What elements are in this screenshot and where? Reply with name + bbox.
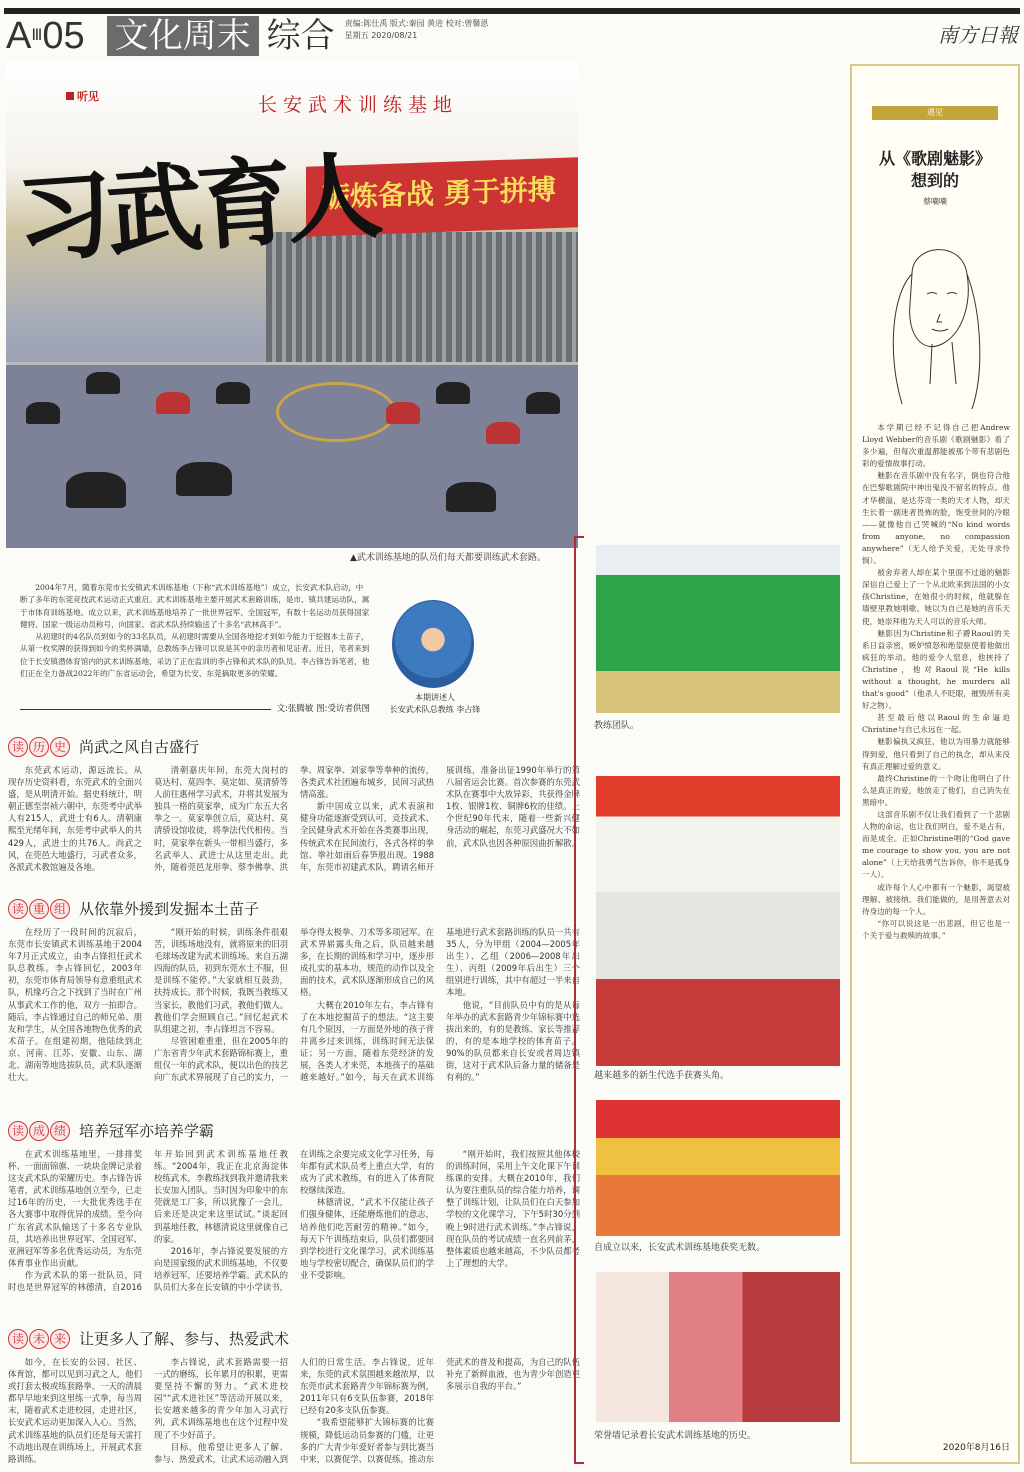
byline: 文:张腾敏 图:受访者供图	[271, 702, 370, 714]
section-title: 从依靠外援到发掘本土苗子	[79, 900, 260, 918]
athlete	[436, 382, 470, 404]
paragraph: 魅影在音乐剧中没有名字，倒也符合他在巴黎歌剧院中神出鬼没不留名的特点。他才华横溢，是达芬奇一类的天才人物，却天生长着一副迷者畏怖的脸，饱受世间的冷眼——就像他自己哭喊的“No kind words from anyone, no compassion anywhere”（无人给予关爱，无处寻求怜悯）。	[862, 471, 1010, 566]
paragraph: 尽管困难重重，但在2005年的广东省青少年武术套路锦标赛上，重组仅一年的武术队，便以出色的技艺向广东武术界展现了自己的实力，一举夺得太极拳、刀术等多项冠军。在武术界崭露头角之后，队员越来越多，在长期的训练和学习中，逐步形成扎实的基本功，规范的动作以及全面的技术，武术队逐渐形成自己的风格。	[154, 927, 434, 1083]
section-body	[8, 926, 580, 1108]
calligraphy-title: 习武育人	[12, 138, 380, 277]
paragraph: 在经历了一段时间的沉寂后，东莞市长安镇武术训练基地于2004年7月正式成立，由李占锋担任武术队总教练。李占锋回忆，2003年初，东莞市体育局领导有意重组武术队，机缘巧合之下找到了当时在广州从事武术工作的他，双方一拍即合。随后，李占锋通过自己的师兄弟、朋友和学生，从全国各地物色优秀的武术苗子。在组建初期，他陆续到北京、河南、江苏、安徽、山东、湖北、湖南等地选拔队员，武术队逐渐壮大。	[8, 927, 142, 1083]
narrator-caption	[375, 692, 495, 716]
paragraph: 新中国成立以来，武术表演和健身功能逐渐受到认可，竞技武术、全民健身武术开始在各类赛事出现，传统武术在民间流行，各式各样的拳馆、拳社如雨后春笋般出现。1988年，东莞市初建武术队，聘请名师开展训练，准备出征1990年举行的第八届省运会比赛。首次参赛的东莞武术队在赛事中大放异彩，共获得金牌1枚、银牌1枚、铜牌6枚的佳绩。上个世纪90年代末，随着一些新兴健身活动的崛起，东莞习武盛况大不如前，武术队也因各种原因曲折解散。	[300, 765, 580, 872]
sidebar-author: 蔡嘀嘀	[923, 197, 947, 206]
paragraph: 在武术训练基地里，一排排奖杯、一面面锦旗、一块块金牌记录着这支武术队的荣耀历史。李占锋告诉笔者，武术训练基地创立至今，已走过16年的历史，一大批优秀选手在各大赛事中取得优异的成绩。至今向广东省武术队输送了十多名专业队员，其培养出世界冠军、全国冠军、亚洲冠军等多名优秀运动员，为东莞体育事业作出贡献。	[8, 1149, 142, 1268]
photo-caption: 荣誉墙记录着长安武术训练基地的历史。	[594, 1431, 757, 1441]
heading-badge: 重	[29, 899, 49, 919]
heading-badge: 读	[8, 1329, 28, 1349]
column-name: 文化周末	[107, 16, 259, 56]
hall-banner: 砺炼备战 勇于拼搏	[306, 157, 578, 236]
photo-awards-team	[596, 1100, 840, 1236]
essay-date: 2020年8月16日	[942, 1443, 1010, 1453]
paragraph: 作为武术队的第一批队员，同时也是世界冠军的林德清，自2016年开始回到武术训练基地任教练。“2004年，我正在北京海淀体校练武术，李教练找到我并邀请我来长安加入团队。当时因为印象中的东莞就是工厂多，所以犹豫了一会儿，后来还是决定来这里试试。”谈起回到基地任教，林德清说这里就像自己的家。	[8, 1149, 288, 1293]
paragraph: 或许每个人心中都有一个魅影，渴望被理解、被接纳。我们能做的，是用善意去对待身边的每一个人。	[862, 882, 1010, 916]
heading-badge: 绩	[50, 1121, 70, 1141]
page-num: 05	[42, 15, 85, 57]
photo-caption: 教练团队。	[594, 721, 640, 731]
paragraph: 甚至最后他以Raoul的生命逼迫Christine与自己永远在一起。	[862, 713, 1010, 735]
paragraph: “刚开始的时候，训练条件很艰苦，训练场地没有，就将原来的旧羽毛球场改建为武术训练场。来自五湖四海的队员，初到东莞水土不服，但是训练不能停。”大家就相互鼓劲，扶持成长。那个时候，我既当教练又当家长，教他们习武，教他们做人。教他们学会照顾自己。”回忆起武术队组建之初，李占锋坦言不容易。	[154, 927, 288, 1034]
section-tag: 听见	[66, 88, 99, 104]
section-body	[8, 764, 580, 886]
paragraph: “刚开始时，我们按照其他体校的训练时间，采用上午文化课下午训练课的安排。大概在2010年，我们认为要注重队员的综合能力培养，调整了训练计划，让队员们在白天参加学校的文化课学习，下午5时30分到晚上9时进行武术训练。”李占锋说，现在队员的考试成绩一直名列前茅，整体素质也越来越高，不少队员都考上了理想的大学。	[446, 1149, 580, 1268]
heading-badge: 未	[29, 1329, 49, 1349]
section-heading	[8, 898, 259, 919]
heading-badge: 来	[50, 1329, 70, 1349]
athlete	[66, 472, 126, 508]
sidebar-text	[862, 422, 1010, 1432]
narrator-label: 本期讲述人	[415, 693, 455, 702]
section-title: 培养冠军亦培养学霸	[79, 1122, 215, 1140]
athlete	[216, 382, 250, 404]
section-title: 尚武之风自古盛行	[79, 738, 200, 756]
date: 星期五 2020/08/21	[344, 31, 418, 40]
intro-text	[20, 582, 370, 680]
paragraph: 2016年，李占锋说要发展的方向是国家级的武术训练基地，不仅要培养冠军，还要培养学霸。武术队的队员们大多在长安镇的中小学读书，在训练之余要完成文化学习任务，每年都有武术队员考上重点大学，有的成为了武术教练，有的进入了体育院校继续深造。	[154, 1149, 434, 1293]
page-letter: A	[6, 15, 32, 57]
athlete	[446, 482, 496, 512]
athlete	[86, 372, 120, 394]
paragraph: 从初建时的4名队员到如今的33名队员，从初建时需要从全国各地挖才到如今能力于挖掘本土苗子，从第一枚奖牌的获得到如今的奖杯满墙，总教练李占锋可以说是其中的亲历者和见证者。近日，笔者来到位于长安镇潜体育馆内的武术训练基地，采访了正在监训的李占锋和武术队的队员。李占锋告诉笔者，他们正在全力备战2022年的广东省运动会，希望为长安、东莞摘取更多的荣耀。	[20, 632, 370, 679]
sidebar-tag: 遇见	[872, 106, 998, 120]
paragraph: 本学期已经不记得自己把Andrew Lloyd Webber的音乐剧《歌剧魅影》看了多少遍，但每次重温都能被那个带有悲剧色彩的爱情故事打动。	[862, 423, 1010, 469]
heading-badge: 读	[8, 899, 28, 919]
subcolumn-name: 综合	[266, 16, 335, 56]
photo-caption: 自成立以来，长安武术训练基地获奖无数。	[594, 1243, 766, 1253]
byline-rule	[20, 700, 370, 714]
sidebar-title	[852, 148, 1018, 192]
heading-badge: 读	[8, 737, 28, 757]
paragraph: 大概在2010年左右，李占锋有了在本地挖掘苗子的想法。“这主要有几个原因，一方面是外地的孩子背井离乡过来训练，训练时间无法保证；另一方面，随着东莞经济的发展，各类人才来莞，本地孩子的基础越来越好。”如今，每天在武术训练基地进行武术套路训练的队员一共有35人，分为甲组（2004—2005年出生）、乙组（2006—2008年出生）、丙组（2009年后出生）三个组别进行训练，其中有超过一半来自本地。	[300, 927, 580, 1083]
section-body	[8, 1148, 580, 1318]
athlete	[156, 392, 190, 414]
heading-badge: 历	[29, 737, 49, 757]
paragraph: 最终Christine的一个吻让他明白了什么是真正的爱，他放走了他们，自己消失在黑暗中。	[862, 773, 1010, 807]
heading-badge: 组	[50, 899, 70, 919]
page-number	[6, 16, 85, 56]
editor-meta	[345, 18, 489, 42]
narrator-name: 长安武术队总教练 李占锋	[389, 705, 481, 714]
paragraph: 这部音乐剧不仅让我们看到了一个悲剧人物的命运，也让我们明白，爱不是占有，而是成全。正如Christine唱的“God gave me courage to show you, you are not alone”（上天给我勇气告诉你，你不是孤身一人）。	[862, 810, 1010, 880]
paragraph: 魅影因为Christine和子爵Raoul的关系日益亲密，嫉妒愤怒和绝望驱使着他做出疯狂的举动。他的爱令人窒息，他挟持了Christine，他对Raoul说“He kills without a thought, he murders all that's good”（他杀人不眨眼，摧毁所有美好之物）。	[862, 628, 1010, 711]
section-heading	[8, 1120, 214, 1141]
section-heading	[8, 736, 199, 757]
paragraph: 被舍弃者人却在某个里面不过道的魅影深信自己爱上了一个从北欧来到法国的小女孩Christine，在她很小的时候，他就躲在墙壁里教她唱歌。她以为自己是她的音乐天使，她崇拜他为天人可以的音乐大师。	[862, 568, 1010, 626]
section-heading	[8, 1328, 289, 1349]
photo-column-bracket	[574, 536, 584, 1464]
paragraph: 2004年7月，随着东莞市长安镇武术训练基地（下称“武术训练基地”）成立，长安武术队启动，中断了多年的东莞竞技武术运动正式重启。武术训练基地主要开展武术套路训练，是市、镇共建运动队，属于市体育训练基地。成立以来，武术训练基地培养了一批世界冠军、全国冠军，有数十名运动员获得国家健将、国家一级运动员称号，向国家、省武术队持续输送了十多名“武林高手”。	[20, 583, 370, 629]
editors: 责编:陈仕禹 版式:秦园 黄进 校对:曾馨恩	[344, 19, 489, 28]
photo-honor-wall	[596, 1272, 840, 1422]
athlete	[486, 422, 520, 444]
athlete	[176, 462, 232, 496]
paragraph: 李占锋说，武术套路需要一招一式的磨练，长年累月的积累，更需要坚持不懈的努力。“武术进校园”“武术进社区”等活动开展以来，长安越来越多的青少年加入习武行列，武术训练基地也在这个过程中发现了不少好苗子。	[154, 1357, 288, 1440]
narrator-portrait	[392, 600, 474, 688]
page-header	[6, 14, 1018, 56]
page-section: Ⅲ	[31, 27, 43, 44]
title-line: 想到的	[910, 171, 959, 190]
photo-coach-team	[596, 545, 840, 713]
hero-caption: ▲武术训练基地的队员们每天都要训练武术套路。	[350, 553, 546, 563]
heading-badge: 史	[50, 737, 70, 757]
athlete	[26, 402, 60, 424]
paragraph: “你可以说这是一出悲剧，但它也是一个关于爱与救赎的故事。”	[862, 918, 1010, 940]
title-line: 从《歌剧魅影》	[878, 149, 991, 168]
section-title: 让更多人了解、参与、热爱武术	[79, 1330, 290, 1348]
heading-badge: 成	[29, 1121, 49, 1141]
newspaper-logo: 南方日報	[938, 23, 1018, 47]
paragraph: 清朝嘉庆年间，东莞大岗村的莫达村、莫四李、莫定如、莫清骄等人前往惠州学习武术，并将其发展为独具一格的莫家拳，成为广东五大名拳之一。莫家拳创立后，莫达村、莫清骄设馆收徒，将拳法代代相传。当时，莫家拳在新头一带相当盛行，多名武举人、武进士从这里走出。此外，随着莞邑龙形拳、蔡李佛拳、洪拳、周家拳、刘家拳等拳种的流传，各类武术社团遍布城乡，民间习武热情高涨。	[154, 765, 434, 872]
section-body	[8, 1356, 580, 1468]
floor-logo	[276, 382, 396, 442]
paragraph: “我希望能够扩大锦标赛的比赛规模，降低运动员参赛的门槛，让更多的广大青少年爱好者参与到比赛当中来，以赛促学、以赛促练，推动东莞武术的普及和提高，为自己的队伍补充了新鲜血液，也为青少年创造更多展示自我的平台。”	[300, 1357, 580, 1464]
heading-badge: 读	[8, 1121, 28, 1141]
paragraph: 魅影偏执又疯狂，他以为用暴力就能够得到爱，他只看到了自己的执念，却从来没有真正理解过爱的意义。	[862, 737, 1010, 771]
photo-caption: 越来越多的新生代选手获赛头角。	[594, 1071, 730, 1081]
paragraph: 东莞武术运动，源远流长。从现存历史资料看，东莞武术的全面兴盛，是从明清开始。据史料统计，明朝正德至崇祯六朝中，东莞考中武举人有215人，武进士有6人。清朝康熙至光绪年间，东莞考中武举人的共429人，武进士的共76人。尚武之风，在莞邑大地盛行，习武者众多，各派武术教馆遍及各地。	[8, 765, 142, 872]
athlete	[386, 402, 420, 424]
athlete	[526, 392, 560, 414]
photo-young-athlete	[596, 776, 840, 1066]
paragraph: 如今，在长安的公园、社区、体育馆，都可以见到习武之人，他们或打套太极或练套路拳。一天的清晨都早早地来到这里练一式拳，每当周末，随着武术走进校园，走进社区，长安武术运动更加深入人心。当然，武术训练基地的队员们还是每天雷打不动地出现在训练场上，开展武术套路训练。	[8, 1357, 142, 1464]
paragraph: 林德清说，“武术不仅能让孩子们强身健体，还能磨炼他们的意志，培养他们吃苦耐劳的精神。”如今，每天下午训练结束后，队员们都要回到学校进行文化课学习，武术训练基地与学校密切配合，确保队员们的学业不受影响。	[300, 1197, 434, 1280]
essay-sidebar	[850, 64, 1020, 1464]
paragraph: 他说，“目前队员中有的是从每年举办的武术套路青少年锦标赛中选拔出来的，有的是教练、家长等推荐的，有的是本地学校的体育苗子。90%的队员都来自长安或者周边镇街，这对于武术队后备力量的储备是有利的。”	[446, 999, 580, 1083]
portrait-sketch	[872, 234, 998, 414]
hero-photo	[6, 62, 578, 548]
paragraph: 目标，他希望让更多人了解、参与、热爱武术，让武术运动融入到人们的日常生活。李占锋说，近年来，东莞的武术氛围越来越浓厚，以东莞市武术套路青少年锦标赛为例，2011年只有6支队伍参赛，2018年已经有20多支队伍参赛。	[154, 1357, 434, 1464]
hero-subtitle: 长安武术训练基地	[258, 94, 459, 116]
